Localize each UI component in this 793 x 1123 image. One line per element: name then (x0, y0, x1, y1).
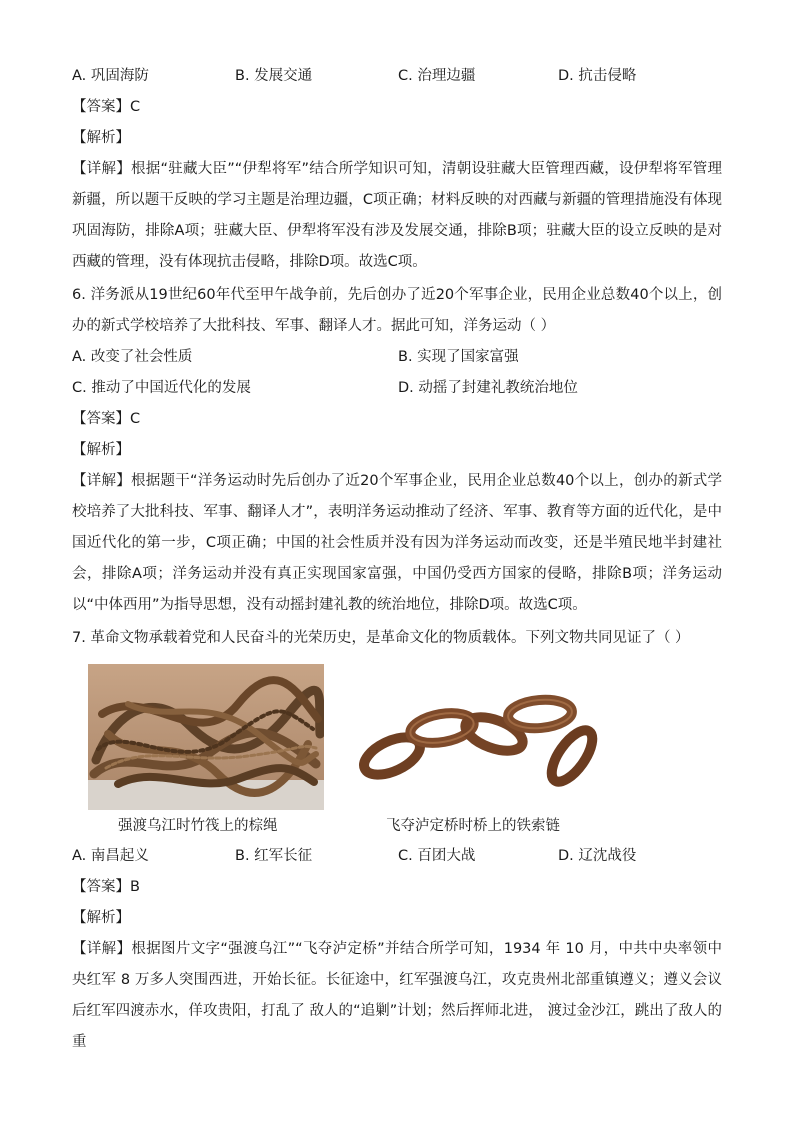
q5-options (72, 66, 722, 86)
q5-detail: 【详解】根据“驻藏大臣”“伊犁将军”结合所学知识可知，清朝设驻藏大臣管理西藏，设伊犁将军管理新疆，所以题干反映的学习主题是治理边疆，C项正确；材料反映的对西藏与新疆的管理措施没有体现巩固海防，排除A项；驻藏大臣、伊犁将军没有涉及发展交通，排除B项；驻藏大臣的设立反映的是对西藏的管理，没有体现抗击侵略，排除D项。故选C项。 (72, 161, 722, 270)
q7-option-d: D. 辽沈战役 (558, 848, 637, 864)
q5-analysis-label: 【解析】 (72, 130, 130, 146)
q7-stem: 7. 革命文物承载着党和人民奋斗的光荣历史，是革命文化的物质载体。下列文物共同见证了（ ） (72, 630, 690, 646)
q5-option-c: C. 治理边疆 (398, 68, 476, 84)
q6-options-row2 (72, 378, 722, 398)
q6-option-a: A. 改变了社会性质 (72, 349, 193, 365)
q7-options (72, 846, 722, 866)
rope-caption: 强渡乌江时竹筏上的棕绳 (118, 818, 278, 834)
q7-option-a: A. 南昌起义 (72, 848, 149, 864)
q6-analysis-label: 【解析】 (72, 442, 130, 458)
q7-analysis-label: 【解析】 (72, 910, 130, 926)
q6-option-d: D. 动摇了封建礼教统治地位 (398, 380, 578, 396)
q6-option-c: C. 推动了中国近代化的发展 (72, 380, 251, 396)
chain-photo (352, 676, 610, 804)
chain-caption: 飞夺泸定桥时桥上的铁索链 (386, 818, 560, 834)
q5-option-b: B. 发展交通 (235, 68, 313, 84)
q7-answer: 【答案】B (72, 879, 140, 895)
q6-answer: 【答案】C (72, 411, 141, 427)
rope-photo (88, 664, 324, 810)
q5-option-a: A. 巩固海防 (72, 68, 149, 84)
q6-stem: 6. 洋务派从19世纪60年代至甲午战争前，先后创办了近20个军事企业，民用企业总数40个以上，创办的新式学校培养了大批科技、军事、翻译人才。据此可知，洋务运动（ ） (72, 287, 722, 334)
q7-detail: 【详解】根据图片文字“强渡乌江”“飞夺泸定桥”并结合所学可知，1934 年 10 月，中共中央率领中央红军 8 万多人突围西进，开始长征。长征途中，红军强渡乌江，攻克贵州北部重镇遵义；遵义会议后红军四渡赤水，佯攻贵阳，打乱了 敌人的“追剿”计划；然后挥师北进， 渡过金沙江，跳出了敌人的重 (72, 941, 722, 1050)
q6-options-row1 (72, 347, 722, 367)
q6-detail: 【详解】根据题干“洋务运动时先后创办了近20个军事企业，民用企业总数40个以上，创办的新式学校培养了大批科技、军事、翻译人才”，表明洋务运动推动了经济、军事、教育等方面的近代化，是中国近代化的第一步，C项正确；中国的社会性质并没有因为洋务运动而改变，还是半殖民地半封建社会，排除A项；洋务运动并没有真正实现国家富强，中国仍受西方国家的侵略，排除B项；洋务运动以“中体西用”为指导思想，没有动摇封建礼教的统治地位，排除D项。故选C项。 (72, 473, 722, 613)
q7-option-b: B. 红军长征 (235, 848, 313, 864)
q5-answer: 【答案】C (72, 99, 141, 115)
q6-option-b: B. 实现了国家富强 (398, 349, 519, 365)
q5-option-d: D. 抗击侵略 (558, 68, 637, 84)
q7-option-c: C. 百团大战 (398, 848, 476, 864)
